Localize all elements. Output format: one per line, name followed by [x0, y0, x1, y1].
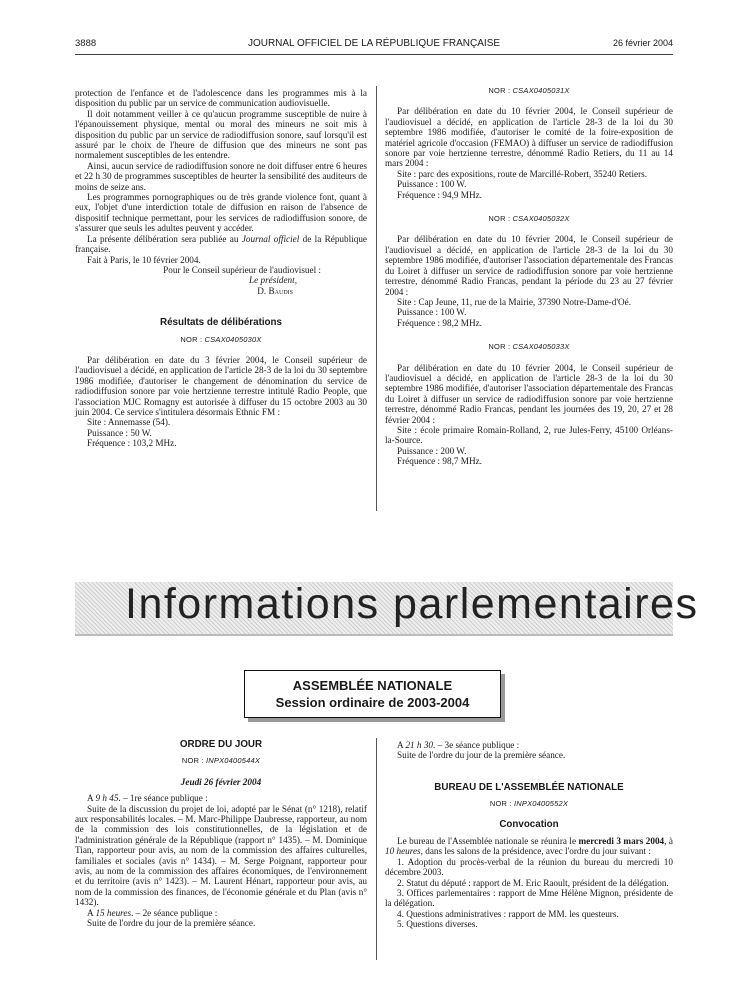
- agenda-item: 2. Statut du député : rapport de M. Eric Raoult, président de la délégation.: [397, 877, 669, 888]
- agenda-item: 1. Adoption du procès-verbal de la réunion du bureau du mercredi 10 décembre 2003.: [385, 856, 673, 878]
- session-title: Session ordinaire de 2003-2004: [275, 695, 470, 710]
- nor-reference: NOR : CSAX0405030X: [180, 334, 262, 344]
- agenda-item: 4. Questions administratives : rapport de MM. les questeurs.: [397, 908, 619, 919]
- power-line: Puissance : 100 W.: [397, 179, 467, 190]
- paragraph: Les programmes pornographiques ou de très grande violence font, quant à eux, l'objet d'une interdiction totale de diffusion en raison de l'absence de dispositif technique permettant, pour les services de radiodiffusion sonore, de s'assurer que seuls les adultes peuvent y accéder.: [75, 192, 367, 234]
- site-line: Site : parc des expositions, route de Marcillé-Robert, 35240 Retiers.: [397, 168, 648, 179]
- left-column-bottom: [75, 740, 367, 929]
- nor-reference: NOR : CSAX0405031X: [488, 86, 570, 95]
- page-header: [75, 38, 673, 52]
- signature-name: D. Baudis: [257, 285, 293, 296]
- section-title: ORDRE DU JOUR: [179, 739, 263, 750]
- journal-title: JOURNAL OFFICIEL DE LA RÉPUBLIQUE FRANÇAISE: [247, 38, 501, 49]
- power-line: Puissance : 50 W.: [87, 427, 152, 438]
- paragraph: Suite de l'ordre du jour de la première séance.: [87, 918, 256, 929]
- power-line: Puissance : 200 W.: [397, 445, 467, 456]
- paragraph: Le bureau de l'Assemblée nationale se réunira le mercredi 3 mars 2004, à 10 heures, dans les salons de la présidence, avec l'ordre du jour suivant :: [385, 836, 673, 857]
- issue-date: 26 février 2004: [612, 38, 673, 48]
- section-title: Résultats de délibérations: [160, 317, 282, 329]
- paragraph: La présente délibération sera publiée au Journal officiel de la République française.: [75, 233, 367, 255]
- header-rule: [75, 54, 673, 55]
- section-banner: [75, 580, 699, 636]
- column-divider-top: [376, 86, 377, 511]
- signature-line: Pour le Conseil supérieur de l'audiovisuel :: [163, 264, 321, 275]
- frequency-line: Fréquence : 94,9 MHz.: [397, 189, 482, 200]
- paragraph: Ainsi, aucun service de radiodiffusion sonore ne doit diffuser entre 6 heures et 22 h 30 de programmes susceptibles de heurter la sensibilité des auditeurs de moins de seize ans.: [75, 160, 367, 192]
- signature-title: Le président,: [249, 275, 297, 286]
- agenda-item: 3. Offices parlementaires : rapport de Mme Hélène Mignon, présidente de la délégation.: [385, 888, 673, 909]
- paragraph: protection de l'enfance et de l'adolescence dans les programmes mis à la disposition du public par un service de communication audiovisuelle.: [75, 88, 367, 109]
- column-divider-bottom: [376, 738, 377, 960]
- paragraph: Il doit notamment veiller à ce qu'aucun programme susceptible de nuire à l'épanouissement physique, mental ou moral des mineurs ne soit mis à disposition du public par un service de radiodiffusion sonore, sauf lorsqu'il est assuré par le choix de l'heure de diffusion que des mineurs ne sont pas normalement susceptibles de les entendre.: [75, 108, 367, 161]
- frequency-line: Fréquence : 103,2 MHz.: [87, 438, 177, 449]
- frequency-line: Fréquence : 98,2 MHz.: [397, 317, 482, 328]
- left-column-top: [75, 88, 367, 449]
- site-line: Site : Cap Jeune, 11, rue de la Mairie, 37390 Notre-Dame-d'Oé.: [397, 296, 631, 307]
- right-column-top: [385, 86, 673, 467]
- frequency-line: Fréquence : 98,7 MHz.: [397, 456, 482, 467]
- nor-reference: NOR : INPX0400552X: [489, 799, 569, 809]
- paragraph: Par délibération en date du 10 février 2004, le Conseil supérieur de l'audiovisuel a décidé, en application de l'article 28-3 de la loi du 30 septembre 1986 modifiée, d'autoriser le comité de la foire-exposition de matériel agricole d'occasion (FEMAO) à diffuser un service de radiodiffusion sonore par voie hertzienne terrestre, dénommé Radio Retiers, du 11 au 14 mars 2004 :: [385, 106, 673, 169]
- assemblee-title: ASSEMBLÉE NATIONALE: [292, 678, 453, 693]
- site-line: Site : Annemasse (54).: [87, 417, 171, 428]
- session-line: A 21 h 30. – 3e séance publique :: [397, 740, 520, 750]
- agenda-item: 5. Questions diverses.: [397, 919, 478, 930]
- power-line: Puissance : 100 W.: [397, 307, 467, 318]
- nor-reference: NOR : INPX0400544X: [181, 756, 261, 766]
- nor-reference: NOR : CSAX0405032X: [488, 214, 570, 224]
- paragraph: Par délibération en date du 3 février 2004, le Conseil supérieur de l'audiovisuel a décidé, en application de l'article 28-3 de la loi du 30 septembre 1986 modifiée, d'autoriser le changement de dénomination du service de radiodiffusion sonore par voie hertzienne terrestre intitulé Radio People, que l'association MJC Romagny est autorisée à diffuser du 15 octobre 2003 au 30 juin 2004. Ce service s'intitulera désormais Ethnic FM :: [75, 354, 367, 417]
- session-line: A 15 heures. – 2e séance publique :: [87, 907, 218, 918]
- section-title: BUREAU DE L'ASSEMBLÉE NATIONALE: [434, 781, 624, 793]
- signing-line: Fait à Paris, le 10 février 2004.: [87, 254, 201, 265]
- nor-reference: NOR : CSAX0405033X: [488, 342, 570, 352]
- subsection-title: Convocation: [499, 818, 559, 830]
- paragraph: Suite de l'ordre du jour de la première séance.: [397, 750, 566, 761]
- session-line: A 9 h 45. – 1re séance publique :: [87, 793, 208, 804]
- right-column-bottom: [385, 740, 673, 930]
- assemblee-box: [244, 670, 501, 718]
- day-heading: Jeudi 26 février 2004: [180, 776, 262, 787]
- paragraph: Suite de la discussion du projet de loi, adopté par le Sénat (n° 1218), relatif aux responsabilités locales. – M. Marc-Philippe Daubresse, rapporteur, au nom de la commission des lois constitutionnelles, de la législation et de l'administration générale de la République (rapport n° 1435). – M. Dominique Tian, rapporteur pour avis, au nom de la commission des affaires culturelles, familiales et sociales (avis n° 1434). – M. Serge Poignant, rapporteur pour avis, au nom de la commission des affaires économiques, de l'environnement et du territoire (avis n° 1423). – M. Laurent Hénart, rapporteur pour avis, au nom de la commission des finances, de l'économie générale et du Plan (avis n° 1432).: [75, 803, 367, 908]
- site-line: Site : école primaire Romain-Rolland, 2, rue Jules-Ferry, 45100 Orléans-la-Source.: [385, 424, 673, 446]
- paragraph: Par délibération en date du 10 février 2004, le Conseil supérieur de l'audiovisuel a décidé, en application de l'article 28-3 de la loi du 30 septembre 1986 modifiée, d'autoriser l'association départementale des Francas du Loiret à diffuser un service de radiodiffusion sonore par voie hertzienne terrestre, dénommé Radio Francas, pendant les journées des 19, 20, 27 et 28 février 2004 :: [385, 362, 673, 425]
- banner-title: Informations parlementaires: [125, 580, 699, 628]
- page-number: 3888: [75, 38, 97, 49]
- paragraph: Par délibération en date du 10 février 2004, le Conseil supérieur de l'audiovisuel a décidé, en application de l'article 28-3 de la loi du 30 septembre 1986 modifiée, d'autoriser l'association départementale des Francas du Loiret à diffuser un service de radiodiffusion sonore par voie hertzienne terrestre, dénommé Radio Francas, pendant la période du 23 au 27 février 2004 :: [385, 234, 673, 297]
